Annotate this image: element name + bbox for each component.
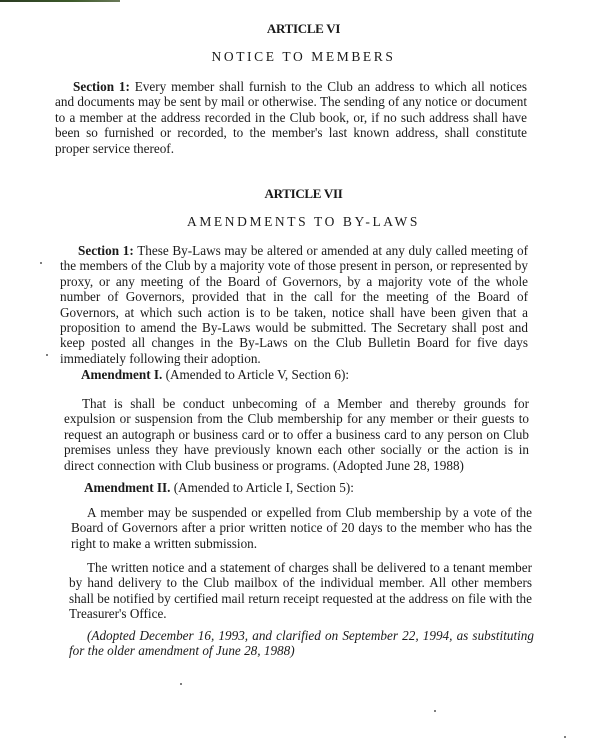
amendment-2-text-2: The written notice and a statement of charges shall be delivered to a tenant member by hand delivery to the Club mailbox of the individual member. All other members shall be notified by certified mail return receipt requested at the address on file with the Treasurer's Office. bbox=[69, 560, 532, 622]
section-text: These By-Laws may be altered or amended at any duly called meeting of the members of the Club by a majority vote of those present in person, or represented by proxy, or any meeting of the Board of Governors, by a majority vote of the whole number of Governors, provided that in the call for the meeting of the Board of Governors, at which such action is to be taken, notice shall have been given that a proposition to amend the By-Laws would be submitted. The Secretary shall post and keep posted all changes in the By-Laws on the Club Bulletin Board for five days immediately following their adoption. bbox=[60, 243, 528, 366]
amendment-2-text-1: A member may be suspended or expelled from Club membership by a vote of the Board of Governors after a prior written notice of 20 days to the member who has the right to make a written submission. bbox=[71, 505, 532, 551]
article-6-title: ARTICLE VI bbox=[266, 21, 341, 36]
scan-speck bbox=[46, 354, 48, 356]
article-7-title: ARTICLE VII bbox=[264, 186, 343, 201]
amendment-label: Amendment I. bbox=[81, 367, 163, 382]
amendment-ref: (Amended to Article I, Section 5): bbox=[173, 480, 354, 495]
amendment-1-header bbox=[81, 367, 349, 383]
section-label: Section 1: bbox=[73, 79, 130, 94]
amendment-1-text: That is shall be conduct unbecoming of a Member and thereby grounds for expulsion or suspension from the Club membership for any member or their guests to request an autograph or business card or to offer a business card to any person on Club premises unless they have previously known each other socially or the action is in direct connection with Club business or programs. (Adopted June 28, 1988) bbox=[64, 396, 529, 473]
amendment-2-header bbox=[84, 480, 354, 496]
scan-speck bbox=[180, 683, 182, 685]
scan-edge-artifact bbox=[0, 0, 120, 2]
article-7-section-1 bbox=[60, 243, 528, 366]
article-6-section-1 bbox=[55, 79, 527, 156]
scan-speck bbox=[40, 262, 42, 264]
amendment-2-adoption-note: (Adopted December 16, 1993, and clarified on September 22, 1994, as substituting for the older amendment of June 28, 1988) bbox=[69, 628, 534, 659]
scan-speck bbox=[564, 736, 566, 738]
amendment-label: Amendment II. bbox=[84, 480, 171, 495]
section-label: Section 1: bbox=[78, 243, 134, 258]
scan-speck bbox=[434, 710, 436, 712]
section-text: Every member shall furnish to the Club an address to which all notices and documents may be sent by mail or otherwise. The sending of any notice or document to a member at the address recorded in the Club book, or, if no such address shall have been so furnished or recorded, to the member's last known address, shall constitute proper service thereof. bbox=[55, 79, 528, 156]
article-6-heading: NOTICE TO MEMBERS bbox=[211, 49, 396, 64]
amendment-ref: (Amended to Article V, Section 6): bbox=[165, 367, 349, 382]
article-7-heading: AMENDMENTS TO BY-LAWS bbox=[186, 214, 421, 229]
